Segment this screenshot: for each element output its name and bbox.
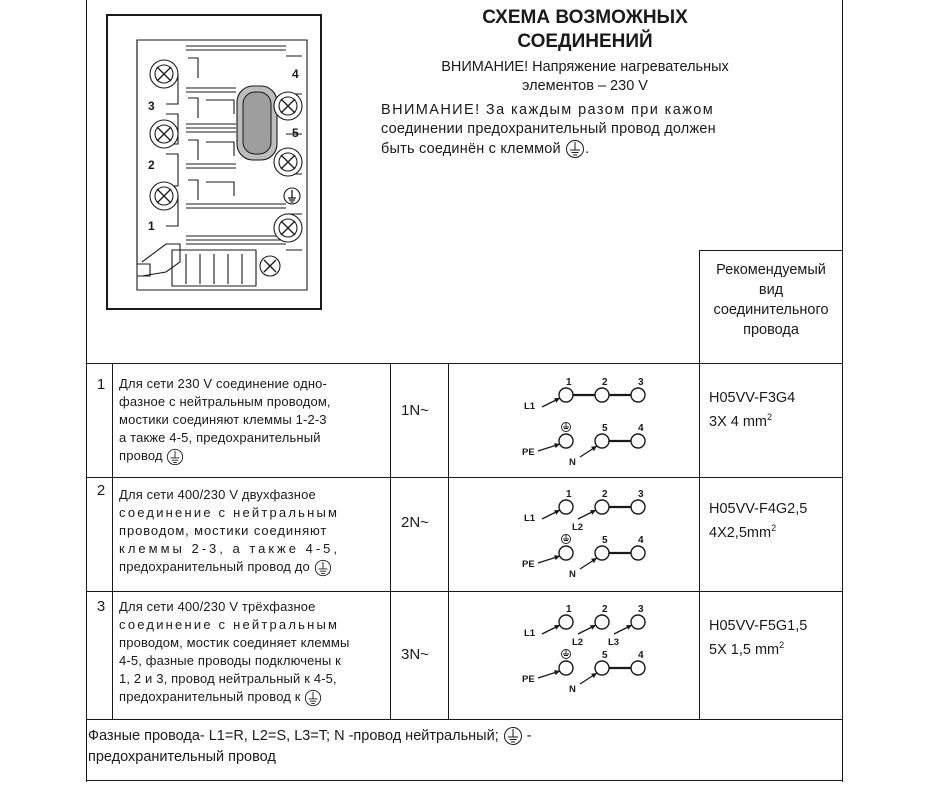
row-2-desc-line-1: Для сети 400/230 V двухфазное <box>119 487 316 502</box>
row-3-desc-line-2: соединение с нейтральным <box>119 617 340 632</box>
row-1-desc-line-2: фазное с нейтральным проводом, <box>119 394 331 409</box>
lead-pe-arrowhead <box>554 670 560 675</box>
row-3-number: 3 <box>96 598 106 615</box>
lead-label-pe: PE <box>522 559 535 570</box>
row-2-cable-size-sup: 2 <box>771 523 777 533</box>
row-2-wiring-diagram <box>520 487 660 583</box>
lead-pe-arrowhead <box>554 555 560 560</box>
row-1-cable <box>709 389 844 432</box>
row-2-cable <box>709 500 844 543</box>
terminal-label-4: 4 <box>638 423 644 434</box>
voltage-notice-line-1: ВНИМАНИЕ! Напряжение нагревательных <box>441 59 729 75</box>
lead-label-L1: L1 <box>524 628 536 639</box>
ground-notice <box>381 101 796 159</box>
row-3-desc-line-4: 4-5, фазные проводы подключены к <box>119 653 341 668</box>
row-3-cable-size-text: 5X 1,5 mm <box>709 641 780 658</box>
row-1-desc-text: провод <box>119 448 163 463</box>
row-1-desc-line-4: а также 4-5, предохранительный <box>119 430 321 445</box>
terminal-label-3: 3 <box>148 99 155 113</box>
row-3-desc-line-3: проводом, мостик соединяет клеммы <box>119 635 350 650</box>
page-title <box>380 6 790 54</box>
col-divider-desc <box>390 363 391 720</box>
terminal-label-5: 5 <box>602 535 608 546</box>
row-3-cable <box>709 617 844 660</box>
lead-label-L1: L1 <box>524 513 536 524</box>
terminal-label-4: 4 <box>638 535 644 546</box>
terminal-label-5: 5 <box>602 650 608 661</box>
row-1-cable-size-sup: 2 <box>767 412 773 422</box>
table-border-bottom <box>86 780 843 781</box>
row-2-desc-line-3: проводом, мостики соединяют <box>119 523 328 538</box>
lead-label-n: N <box>569 684 576 695</box>
terminal-label-2: 2 <box>602 377 608 388</box>
terminal-label-1: 1 <box>566 377 572 388</box>
terminal-3 <box>631 388 645 402</box>
title-line-1: СХЕМА ВОЗМОЖНЫХ <box>482 7 688 28</box>
row-3-cable-size-sup: 2 <box>779 640 785 650</box>
footer-line-1 <box>88 726 728 747</box>
table-border-left <box>86 0 87 782</box>
ground-icon <box>562 535 571 544</box>
row-2-desc-line-4: клеммы 2-3, а также 4-5, <box>119 541 340 556</box>
ground-icon <box>304 689 322 707</box>
row-1-description <box>119 375 389 466</box>
row-3-desc-line-1: Для сети 400/230 V трёхфазное <box>119 599 316 614</box>
terminal-label-1: 1 <box>566 489 572 500</box>
row-1-desc-line-1: Для сети 230 V соединение одно- <box>119 376 328 391</box>
ground-icon <box>503 726 523 746</box>
rec-header-line-3: соединительного <box>713 302 829 318</box>
terminal-label-4: 4 <box>292 67 299 81</box>
col-divider-diagram <box>699 363 700 720</box>
terminal-label-3: 3 <box>638 377 644 388</box>
ground-icon <box>562 423 571 432</box>
terminal-2 <box>595 500 609 514</box>
ground-icon <box>565 139 585 159</box>
terminal-5 <box>595 661 609 675</box>
terminal-4 <box>631 661 645 675</box>
row-3-desc-text: предохранительный провод к <box>119 689 301 704</box>
terminal-label-5: 5 <box>602 423 608 434</box>
row-2-desc-line-2: соединение с нейтральным <box>119 505 340 520</box>
terminal-4 <box>631 546 645 560</box>
terminal-3 <box>631 615 645 629</box>
row-divider-4 <box>86 719 843 720</box>
terminal-2 <box>595 615 609 629</box>
terminal-5 <box>595 546 609 560</box>
terminal-pe <box>559 546 573 560</box>
rec-header-line-1: Рекомендуемый <box>716 262 826 278</box>
row-3-wiring-diagram <box>520 602 660 698</box>
terminal-pe <box>559 434 573 448</box>
voltage-notice-line-2: элементов – 230 V <box>522 78 648 94</box>
footer-legend <box>88 726 728 768</box>
terminal-2 <box>595 388 609 402</box>
terminal-label-1: 1 <box>566 604 572 615</box>
recommended-cable-header <box>700 260 842 340</box>
row-divider-3 <box>86 591 843 592</box>
rec-header-line-2: вид <box>758 282 784 298</box>
footer-line-2: предохранительный провод <box>88 749 276 765</box>
row-divider-1 <box>86 363 843 364</box>
title-line-2: СОЕДИНЕНИЙ <box>517 31 653 52</box>
row-3-connection-type: 3N~ <box>401 646 429 663</box>
lead-label-L1: L1 <box>524 401 536 412</box>
row-3-desc-line-6 <box>119 688 389 707</box>
terminal-label-3: 3 <box>638 489 644 500</box>
row-3-cable-code: H05VV-F5G1,5 <box>709 618 808 634</box>
row-1-desc-line-5 <box>119 447 389 466</box>
row-1-cable-code: H05VV-F3G4 <box>709 390 796 406</box>
ground-icon <box>166 448 184 466</box>
rec-header-line-4: провода <box>743 322 799 338</box>
lead-pe-arrowhead <box>554 443 560 448</box>
lead-label-L2: L2 <box>572 637 584 648</box>
row-2-cable-code: H05VV-F4G2,5 <box>709 501 808 517</box>
row-divider-2 <box>86 477 843 478</box>
terminal-5 <box>595 434 609 448</box>
row-1-number: 1 <box>96 376 106 393</box>
footer-legend-text: Фазные провода- L1=R, L2=S, L3=T; N -провод нейтральный; <box>88 728 499 744</box>
col-divider-type <box>448 363 449 720</box>
row-1-wiring-diagram <box>520 375 660 471</box>
row-1-cable-size <box>709 408 844 432</box>
terminal-1 <box>559 388 573 402</box>
ground-icon <box>314 559 332 577</box>
row-1-connection-type: 1N~ <box>401 402 429 419</box>
terminal-label-5: 5 <box>292 126 299 140</box>
ground-notice-line-1: ВНИМАНИЕ! За каждым разом при кажом <box>381 102 715 118</box>
lead-label-pe: PE <box>522 447 535 458</box>
ground-notice-line-2: соединении предохранительный провод должен <box>381 121 716 137</box>
row-3-cable-size <box>709 636 844 660</box>
row-2-number: 2 <box>96 482 106 499</box>
lead-label-n: N <box>569 569 576 580</box>
row-1-cable-size-text: 3X 4 mm <box>709 413 768 430</box>
terminal-label-2: 2 <box>602 604 608 615</box>
terminal-label-4: 4 <box>638 650 644 661</box>
col-divider-num <box>112 363 113 720</box>
voltage-notice <box>380 58 790 96</box>
row-3-description <box>119 598 389 707</box>
terminal-block-drawing <box>106 14 322 310</box>
row-2-desc-line-5 <box>119 558 389 577</box>
lead-label-L3: L3 <box>608 637 620 648</box>
terminal-1 <box>559 500 573 514</box>
row-3-desc-line-5: 1, 2 и 3, провод нейтральный к 4-5, <box>119 671 337 686</box>
terminal-label-3: 3 <box>638 604 644 615</box>
ground-notice-line-3: быть соединён с клеммой . <box>381 139 796 159</box>
terminal-3 <box>631 500 645 514</box>
row-2-description <box>119 486 389 577</box>
header-cell-top <box>699 250 843 251</box>
row-2-desc-text: предохранительный провод до <box>119 559 310 574</box>
row-2-cable-size-text: 4X2,5mm <box>709 524 772 541</box>
terminal-1 <box>559 615 573 629</box>
lead-label-L2: L2 <box>572 522 584 533</box>
row-2-connection-type: 2N~ <box>401 514 429 531</box>
terminal-label-2: 2 <box>148 158 155 172</box>
terminal-label-2: 2 <box>602 489 608 500</box>
ground-icon <box>562 650 571 659</box>
lead-label-n: N <box>569 457 576 468</box>
terminal-pe <box>559 661 573 675</box>
footer-dash: - <box>526 728 532 744</box>
terminal-4 <box>631 434 645 448</box>
ground-notice-text: быть соединён с клеммой <box>381 140 561 157</box>
lead-label-pe: PE <box>522 674 535 685</box>
terminal-label-1: 1 <box>148 219 155 233</box>
row-1-desc-line-3: мостики соединяют клеммы 1-2-3 <box>119 412 327 427</box>
row-2-cable-size <box>709 519 844 543</box>
